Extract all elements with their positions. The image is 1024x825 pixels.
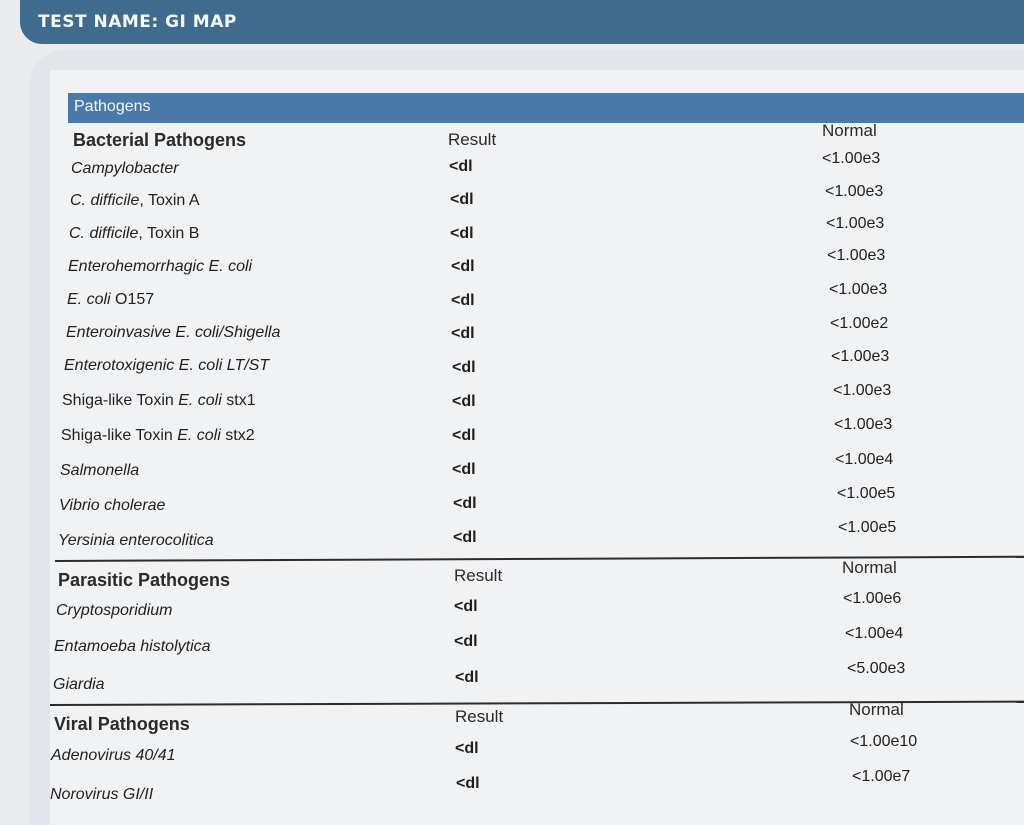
result-norovirus: <dl: [456, 775, 480, 792]
normal-cryptosporidium: <1.00e6: [843, 590, 902, 607]
normal-adenovirus: <1.00e10: [850, 733, 918, 750]
parasitic-result-header: Result: [454, 566, 503, 585]
pathogens-section-header: Pathogens: [68, 93, 1024, 123]
viral-normal-header: Normal: [849, 700, 904, 719]
viral-pathogens-title: Viral Pathogens: [54, 714, 190, 734]
pathogen-name-adenovirus: Adenovirus 40/41: [51, 747, 176, 764]
pathogen-name-salmonella: Salmonella: [60, 462, 140, 479]
result-enterohemorrhagic-e-coli: <dl: [451, 258, 475, 275]
parasitic-normal-header: Normal: [842, 558, 897, 577]
pathogen-name-vibrio-cholerae: Vibrio cholerae: [59, 497, 166, 514]
pathogen-name-yersinia-enterocolitica: Yersinia enterocolitica: [58, 532, 214, 549]
normal-entamoeba-histolytica: <1.00e4: [845, 625, 904, 642]
viral-result-header: Result: [455, 707, 504, 726]
result-enteroinvasive-e-coli-shigella: <dl: [451, 325, 475, 342]
pathogen-name-shiga-like-toxin-stx1: Shiga-like Toxin E. coli stx1: [62, 392, 256, 409]
pathogen-name-enterotoxigenic-e-coli: Enterotoxigenic E. coli LT/ST: [64, 357, 270, 374]
result-entamoeba-histolytica: <dl: [454, 633, 478, 650]
normal-yersinia-enterocolitica: <1.00e5: [838, 519, 897, 536]
pathogen-name-campylobacter: Campylobacter: [71, 160, 179, 177]
normal-enterohemorrhagic-e-coli: <1.00e3: [827, 247, 886, 264]
pathogen-name-e-coli-o157: E. coli O157: [67, 291, 155, 308]
test-name-banner: TEST NAME: GI MAP: [20, 0, 1024, 44]
pathogen-name-shiga-like-toxin-stx2: Shiga-like Toxin E. coli stx2: [61, 427, 255, 444]
bacterial-normal-header: Normal: [822, 121, 877, 140]
result-giardia: <dl: [455, 669, 479, 686]
pathogen-name-cryptosporidium: Cryptosporidium: [56, 602, 173, 619]
result-shiga-like-toxin-stx1: <dl: [452, 393, 476, 410]
parasitic-pathogens-title: Parasitic Pathogens: [58, 570, 231, 590]
result-cryptosporidium: <dl: [454, 598, 478, 615]
pathogen-name-c-difficile-toxin-a: C. difficile, Toxin A: [70, 192, 200, 209]
normal-shiga-like-toxin-stx2: <1.00e3: [834, 416, 893, 433]
result-vibrio-cholerae: <dl: [453, 495, 477, 512]
result-adenovirus: <dl: [455, 740, 479, 757]
result-c-difficile-toxin-a: <dl: [450, 191, 474, 208]
result-campylobacter: <dl: [449, 158, 473, 175]
normal-vibrio-cholerae: <1.00e5: [837, 485, 896, 502]
pathogen-name-norovirus: Norovirus GI/II: [50, 786, 154, 803]
pathogen-name-c-difficile-toxin-b: C. difficile, Toxin B: [69, 225, 200, 242]
normal-giardia: <5.00e3: [847, 660, 906, 677]
normal-c-difficile-toxin-a: <1.00e3: [825, 183, 884, 200]
result-c-difficile-toxin-b: <dl: [450, 225, 474, 242]
pathogen-name-entamoeba-histolytica: Entamoeba histolytica: [54, 638, 211, 655]
result-shiga-like-toxin-stx2: <dl: [452, 427, 476, 444]
bacterial-result-header: Result: [448, 130, 497, 149]
result-enterotoxigenic-e-coli: <dl: [452, 359, 476, 376]
result-salmonella: <dl: [452, 461, 476, 478]
result-yersinia-enterocolitica: <dl: [453, 529, 477, 546]
normal-norovirus: <1.00e7: [852, 768, 911, 785]
pathogen-name-giardia: Giardia: [53, 676, 105, 693]
normal-campylobacter: <1.00e3: [822, 150, 881, 167]
pathogen-name-enterohemorrhagic-e-coli: Enterohemorrhagic E. coli: [68, 258, 253, 275]
normal-e-coli-o157: <1.00e3: [829, 281, 888, 298]
normal-enterotoxigenic-e-coli: <1.00e3: [831, 348, 890, 365]
normal-c-difficile-toxin-b: <1.00e3: [826, 215, 885, 232]
result-e-coli-o157: <dl: [451, 292, 475, 309]
bacterial-pathogens-title: Bacterial Pathogens: [73, 130, 247, 150]
normal-salmonella: <1.00e4: [835, 451, 894, 468]
normal-enteroinvasive-e-coli-shigella: <1.00e2: [830, 315, 889, 332]
pathogen-name-enteroinvasive-e-coli-shigella: Enteroinvasive E. coli/Shigella: [66, 324, 281, 341]
normal-shiga-like-toxin-stx1: <1.00e3: [833, 382, 892, 399]
